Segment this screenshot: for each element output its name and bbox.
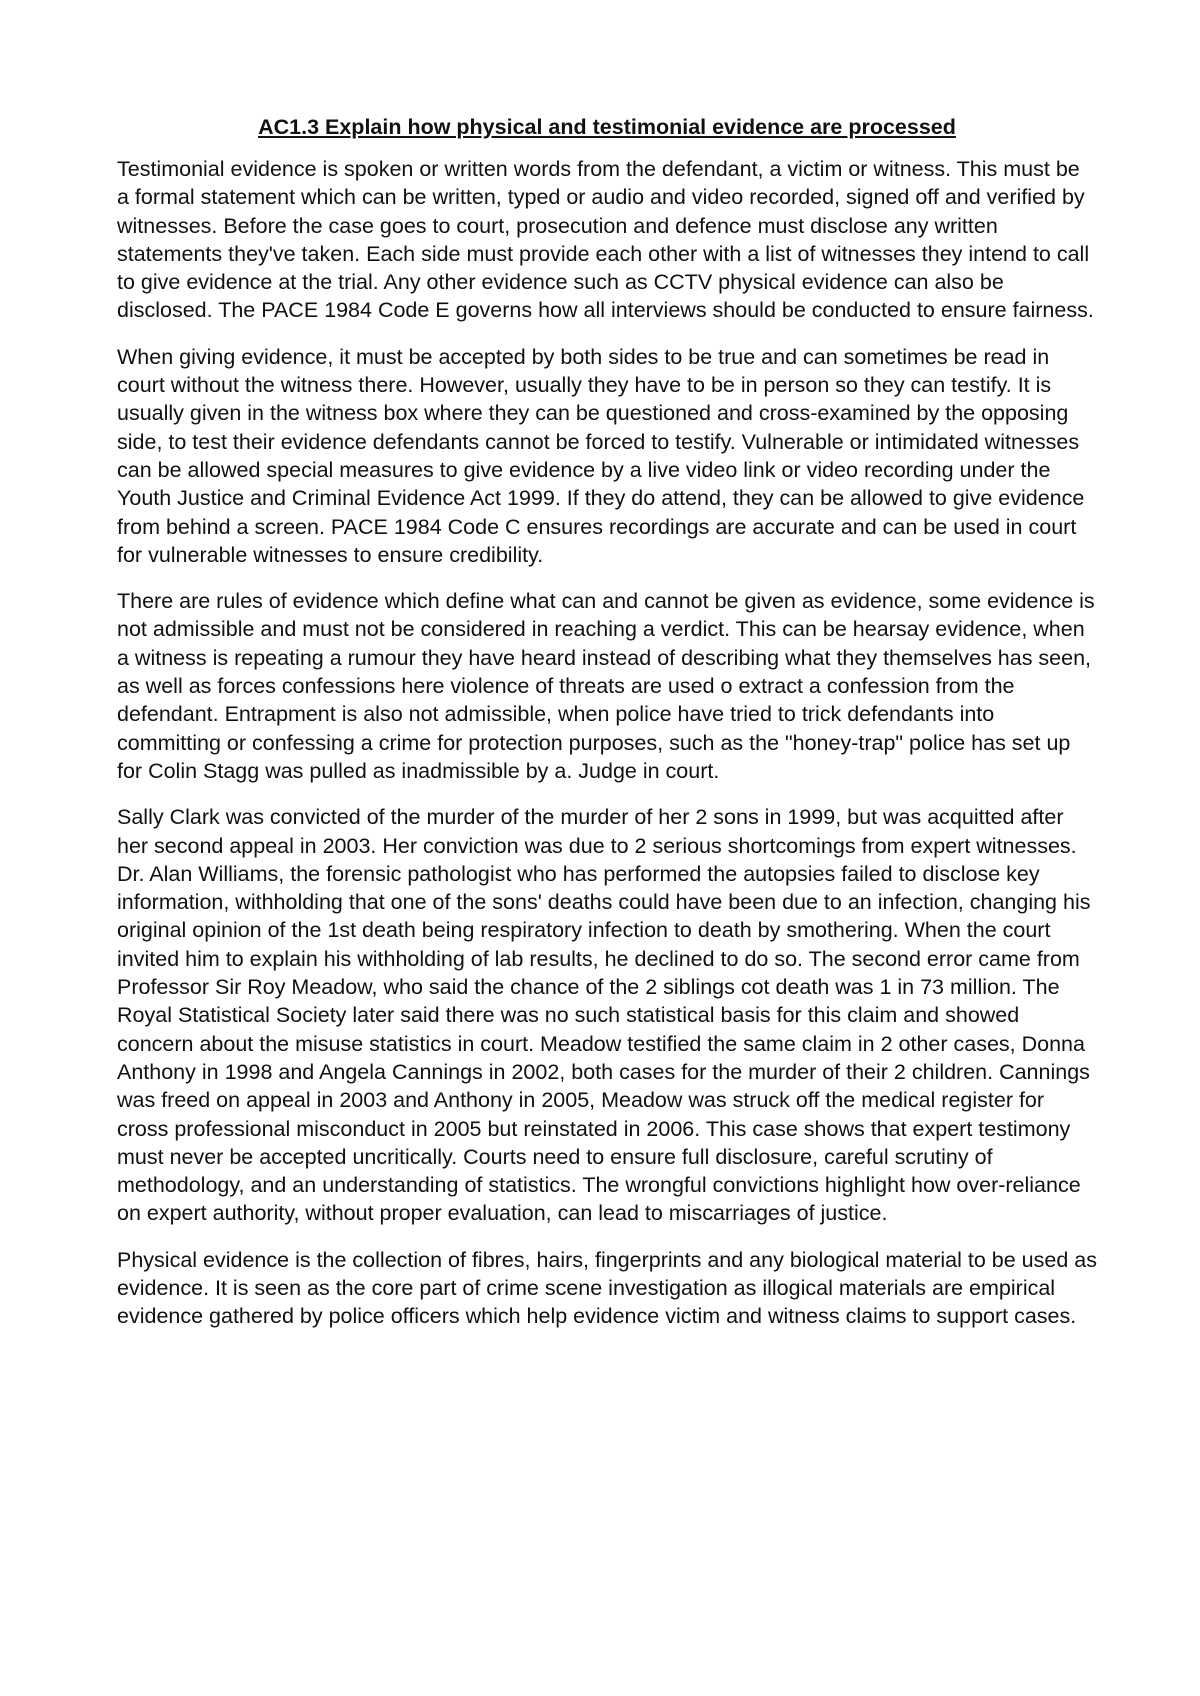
paragraph-rules-of-evidence: There are rules of evidence which define what can and cannot be given as evidence, some evidence is not admissible and must not be considered in reaching a verdict. This can be hearsay evidence, when a witness is repeating a rumour they have heard instead of describing what they themselves has seen, as well as forces confessions here violence of threats are used o extract a confession from the defendant. Entrapment is also not admissible, when police have tried to trick defendants into committing or confessing a crime for protection purposes, such as the "honey-trap" police has set up for Colin Stagg was pulled as inadmissible by a. Judge in court. — [117, 589, 1095, 783]
paragraph-giving-evidence: When giving evidence, it must be accepted by both sides to be true and can sometimes be read in court without the witness there. However, usually they have to be in person so they can testify. It is usually given in the witness box where they can be questioned and cross-examined by the opposing side, to test their evidence defendants cannot be forced to testify. Vulnerable or intimidated witnesses can be allowed special measures to give evidence by a live video link or video recording under the Youth Justice and Criminal Evidence Act 1999. If they do attend, they can be allowed to give evidence from behind a screen. PACE 1984 Code C ensures recordings are accurate and can be used in court for vulnerable witnesses to ensure credibility. — [117, 344, 1085, 567]
paragraph-physical-evidence: Physical evidence is the collection of fibres, hairs, fingerprints and any biological material to be used as evidence. It is seen as the core part of crime scene investigation as illogical materials are empirical evidence gathered by police officers which help evidence victim and witness claims to support cases. — [117, 1247, 1097, 1329]
document-page — [117, 112, 1097, 1349]
document-title: AC1.3 Explain how physical and testimonial evidence are processed — [258, 115, 956, 139]
paragraph-sally-clark-case: Sally Clark was convicted of the murder of the murder of her 2 sons in 1999, but was acquitted after her second appeal in 2003. Her conviction was due to 2 serious shortcomings from expert witnesses. Dr. Alan Williams, the forensic pathologist who has performed the autopsies failed to disclose key information, withholding that one of the sons' deaths could have been due to an infection, changing his original opinion of the 1st death being respiratory infection to death by smothering. When the court invited him to explain his withholding of lab results, he declined to do so. The second error came from Professor Sir Roy Meadow, who said the chance of the 2 siblings cot death was 1 in 73 million. The Royal Statistical Society later said there was no such statistical basis for this claim and showed concern about the misuse statistics in court. Meadow testified the same claim in 2 other cases, Donna Anthony in 1998 and Angela Cannings in 2002, both cases for the murder of their 2 children. Cannings was freed on appeal in 2003 and Anthony in 2005, Meadow was struck off the medical register for cross professional misconduct in 2005 but reinstated in 2006. This case shows that expert testimony must never be accepted uncritically. Courts need to ensure full disclosure, careful scrutiny of methodology, and an understanding of statistics. The wrongful convictions highlight how over-reliance on expert authority, without proper evaluation, can lead to miscarriages of justice. — [117, 805, 1091, 1226]
paragraph-testimonial-evidence: Testimonial evidence is spoken or written words from the defendant, a victim or witness. This must be a formal statement which can be written, typed or audio and video recorded, signed off and verified by witnesses. Before the case goes to court, prosecution and defence must disclose any written statements they've taken. Each side must provide each other with a list of witnesses they intend to call to give evidence at the trial. Any other evidence such as CCTV physical evidence can also be disclosed. The PACE 1984 Code E governs how all interviews should be conducted to ensure fairness. — [117, 157, 1094, 323]
